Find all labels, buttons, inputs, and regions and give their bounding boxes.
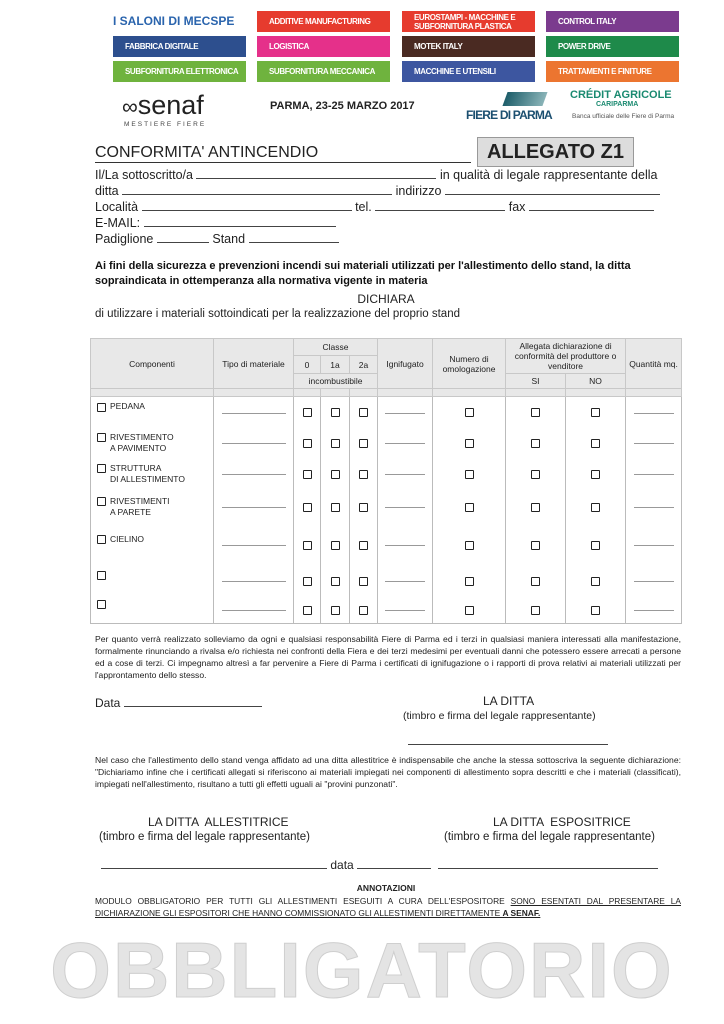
no-checkbox[interactable] [591, 541, 600, 550]
quantita-input[interactable] [634, 413, 674, 414]
quantita-input[interactable] [634, 474, 674, 475]
dichiara-heading: DICHIARA [357, 292, 415, 306]
materials-table [90, 338, 682, 624]
salon-tile: LOGISTICA [257, 36, 390, 57]
table-row [91, 565, 682, 597]
header-ignifugato: Ignifugato [378, 339, 433, 389]
stand-input[interactable] [249, 242, 339, 243]
class-2a-checkbox[interactable] [359, 503, 368, 512]
si-checkbox[interactable] [531, 606, 540, 615]
tipo-input[interactable] [222, 507, 286, 508]
salon-tile: EUROSTAMPI - MACCHINE E SUBFORNITURA PLASTICA [402, 11, 535, 32]
quantita-input[interactable] [634, 545, 674, 546]
si-checkbox[interactable] [531, 541, 540, 550]
si-checkbox[interactable] [531, 470, 540, 479]
table-row [91, 525, 682, 565]
allestitrice-signature[interactable] [101, 868, 327, 869]
component-label: PEDANA [110, 401, 145, 412]
component-label-2: DI ALLESTIMENTO [110, 473, 185, 484]
fax-input[interactable] [529, 210, 654, 211]
component-label-2 [97, 545, 110, 555]
quantita-input[interactable] [634, 610, 674, 611]
header-class-0: 0 [294, 356, 321, 374]
si-checkbox[interactable] [531, 577, 540, 586]
table-row [91, 397, 682, 428]
label-localita: Località [95, 200, 139, 214]
component-label-2 [97, 610, 110, 620]
class-0-checkbox[interactable] [303, 408, 312, 417]
class-1a-checkbox[interactable] [331, 503, 340, 512]
class-1a-checkbox[interactable] [331, 541, 340, 550]
localita-input[interactable] [142, 210, 352, 211]
header-numero: Numero di omologazione [433, 339, 506, 389]
fiere-logo-mark [502, 92, 547, 106]
si-checkbox[interactable] [531, 439, 540, 448]
header-allegata: Allegata dichiarazione di conformità del produttore o venditore [506, 339, 626, 374]
omologazione-checkbox[interactable] [465, 408, 474, 417]
quantita-input[interactable] [634, 443, 674, 444]
timbro-label: (timbro e firma del legale rappresentante) [403, 710, 596, 722]
obbligatorio-watermark: OBBLIGATORIO [50, 926, 674, 1014]
class-0-checkbox[interactable] [303, 470, 312, 479]
class-0-checkbox[interactable] [303, 439, 312, 448]
no-checkbox[interactable] [591, 606, 600, 615]
component-cell [91, 458, 214, 490]
tipo-input[interactable] [222, 474, 286, 475]
component-checkbox[interactable] [97, 535, 106, 544]
ignifugato-input[interactable] [385, 413, 425, 414]
class-2a-checkbox[interactable] [359, 577, 368, 586]
header-no: NO [566, 374, 626, 389]
omologazione-checkbox[interactable] [465, 470, 474, 479]
class-1a-checkbox[interactable] [331, 470, 340, 479]
component-cell [91, 428, 214, 458]
label-padiglione: Padiglione [95, 232, 154, 246]
espositrice-label: LA DITTA ESPOSITRICE [493, 815, 631, 829]
tipo-input[interactable] [222, 413, 286, 414]
quantita-input[interactable] [634, 507, 674, 508]
class-0-checkbox[interactable] [303, 541, 312, 550]
sottoscritto-input[interactable] [196, 178, 436, 179]
header-tipo: Tipo di materiale [214, 339, 294, 389]
allestitrice-note: Nel caso che l'allestimento dello stand venga affidato ad una ditta allestitrice è indispensabile che anche la stessa sottoscriva la seguente dichiarazione: "Dichiariamo infine che i certificati allegati si riferiscono ai materiali impiegati nei componenti di allestimento sopra descritti e che i materiali (classificati), impiegati nell'allestimento, risultano a tutti gli effetti uguali ai "provini punzonati". [95, 755, 681, 789]
mecspe-brand: I SALONI DI MECSPE [113, 14, 235, 28]
label-ditta: ditta [95, 184, 119, 198]
tel-input[interactable] [375, 210, 505, 211]
component-cell [91, 565, 214, 597]
class-0-checkbox[interactable] [303, 606, 312, 615]
header-si: SI [506, 374, 566, 389]
cariparma-text: CARIPARMA [596, 101, 639, 108]
label-data: Data [95, 696, 121, 710]
header-classe: Classe [294, 339, 378, 356]
salon-tile: FABBRICA DIGITALE [113, 36, 246, 57]
email-input[interactable] [144, 226, 336, 227]
dichiara-subtitle: di utilizzare i materiali sottoindicati per la realizzazione del proprio stand [95, 308, 460, 320]
component-cell [91, 597, 214, 624]
component-cell [91, 397, 214, 428]
ignifugato-input[interactable] [385, 474, 425, 475]
component-cell [91, 490, 214, 525]
component-checkbox[interactable] [97, 497, 106, 506]
component-checkbox[interactable] [97, 403, 106, 412]
no-checkbox[interactable] [591, 503, 600, 512]
label-indirizzo: indirizzo [395, 184, 442, 198]
page-title: CONFORMITA' ANTINCENDIO [95, 144, 471, 163]
label-tel: tel. [355, 200, 372, 214]
senaf-logo: ∞senaf [122, 90, 204, 120]
component-label: RIVESTIMENTI [110, 496, 170, 506]
component-checkbox[interactable] [97, 433, 106, 442]
table-row [91, 428, 682, 458]
header-incombustibile: incombustibile [294, 374, 378, 389]
component-label-2 [97, 412, 110, 422]
component-label-2: A PAVIMENTO [110, 442, 167, 453]
la-ditta-label: LA DITTA [483, 694, 535, 708]
label-qualita: in qualità di legale rappresentante della [439, 168, 658, 182]
header-componenti: Componenti [91, 339, 214, 389]
allegato-badge: ALLEGATO Z1 [477, 137, 634, 167]
ignifugato-input[interactable] [385, 545, 425, 546]
class-2a-checkbox[interactable] [359, 439, 368, 448]
class-2a-checkbox[interactable] [359, 606, 368, 615]
class-0-checkbox[interactable] [303, 577, 312, 586]
allestitrice-timbro: (timbro e firma del legale rappresentante) [99, 831, 310, 843]
ann-part-1: MODULO OBBLIGATORIO PER TUTTI GLI ALLESTIMENTI ESEGUITI A CURA DELL'ESPOSITORE [95, 896, 511, 906]
no-checkbox[interactable] [591, 439, 600, 448]
salon-tile: SUBFORNITURA ELETTRONICA [113, 61, 246, 82]
table-row [91, 597, 682, 624]
si-checkbox[interactable] [531, 408, 540, 417]
class-0-checkbox[interactable] [303, 503, 312, 512]
fiere-di-parma-logo: FIERE DI PARMA [466, 108, 552, 122]
label-sottoscritto: Il/La sottoscritto/a [95, 168, 193, 182]
label-stand: Stand [212, 232, 246, 246]
ignifugato-input[interactable] [385, 507, 425, 508]
salon-tile: SUBFORNITURA MECCANICA [257, 61, 390, 82]
senaf-text: senaf [137, 90, 204, 120]
omologazione-checkbox[interactable] [465, 606, 474, 615]
banca-tagline: Banca ufficiale delle Fiere di Parma [572, 113, 675, 120]
class-2a-checkbox[interactable] [359, 470, 368, 479]
salon-tile: MOTEK ITALY [402, 36, 535, 57]
label-fax: fax [508, 200, 526, 214]
header-class-2a: 2a [350, 356, 378, 374]
ditta-input[interactable] [122, 194, 392, 195]
class-2a-checkbox[interactable] [359, 541, 368, 550]
class-2a-checkbox[interactable] [359, 408, 368, 417]
data-small-input[interactable] [357, 868, 431, 869]
class-1a-checkbox[interactable] [331, 577, 340, 586]
component-checkbox[interactable] [97, 571, 106, 580]
label-email: E-MAIL: [95, 216, 141, 230]
indirizzo-input[interactable] [445, 194, 660, 195]
table-row [91, 458, 682, 490]
ditta-signature-line[interactable] [408, 744, 608, 745]
form-fields [95, 167, 685, 247]
quantita-input[interactable] [634, 581, 674, 582]
component-label: STRUTTURA [110, 462, 162, 473]
espositrice-timbro: (timbro e firma del legale rappresentante) [444, 831, 655, 843]
label-data-small: data [330, 858, 354, 872]
ann-part-2: SONO ESENTATI DAL PRESENTARE LA DICHIARAZIONE GLI ESPOSITORI CHE HANNO COMMISSIONATO GLI ALLESTIMENTI DIRETTAMENTE [95, 896, 682, 918]
ignifugato-input[interactable] [385, 610, 425, 611]
salon-tile: ADDITIVE MANUFACTURING [257, 11, 390, 32]
component-label: RIVESTIMENTO [110, 431, 174, 442]
salon-tile: MACCHINE E UTENSILI [402, 61, 535, 82]
component-checkbox[interactable] [97, 464, 106, 473]
header-class-1a: 1a [321, 356, 350, 374]
allestitrice-label: LA DITTA ALLESTITRICE [148, 815, 289, 829]
si-checkbox[interactable] [531, 503, 540, 512]
class-1a-checkbox[interactable] [331, 606, 340, 615]
padiglione-input[interactable] [157, 242, 209, 243]
omologazione-checkbox[interactable] [465, 439, 474, 448]
tipo-input[interactable] [222, 581, 286, 582]
component-label-2: A PARETE [110, 507, 151, 517]
component-checkbox[interactable] [97, 600, 106, 609]
data-input[interactable] [124, 706, 262, 707]
header-quantita: Quantità mq. [626, 339, 682, 389]
salon-tile: TRATTAMENTI E FINITURE [546, 61, 679, 82]
disclaimer-text: Per quanto verrà realizzato solleviamo da ogni e qualsiasi responsabilità Fiere di Parma ed i terzi in qualsiasi maniera interessati alla manifestazione, formalmente rinunciando a rivalsa e/o richiesta nei confronti della Fiera e dei terzi medesimi per eventuali danni che potessero essere arrecati a persone ed a cose di terzi. Ci impegnamo altresì a far pervenire a Fiere di Parma i certificati di ignifugazione o i rapporti di prova relativi ai materiali utilizzati per l'approntamento dello stesso. [95, 634, 681, 680]
senaf-subtitle: MESTIERE FIERE [124, 121, 207, 128]
salon-tile: CONTROL ITALY [546, 11, 679, 32]
ignifugato-input[interactable] [385, 581, 425, 582]
credit-agricole-logo: CRÉDIT AGRICOLE [570, 89, 672, 101]
signature-row [101, 858, 658, 872]
table-row [91, 490, 682, 525]
espositrice-signature[interactable] [438, 868, 658, 869]
omologazione-checkbox[interactable] [465, 577, 474, 586]
no-checkbox[interactable] [591, 408, 600, 417]
intro-text: Ai fini della sicurezza e prevenzioni incendi sui materiali utilizzati per l'allestimento dello stand, la ditta sopraindicata in ottemperanza alla normativa vigente in materia [95, 260, 631, 287]
tipo-input[interactable] [222, 443, 286, 444]
class-1a-checkbox[interactable] [331, 408, 340, 417]
annotazioni-text [95, 895, 681, 919]
no-checkbox[interactable] [591, 470, 600, 479]
component-label: CIELINO [110, 533, 145, 544]
class-1a-checkbox[interactable] [331, 439, 340, 448]
component-label-2 [97, 581, 110, 591]
omologazione-checkbox[interactable] [465, 541, 474, 550]
ignifugato-input[interactable] [385, 443, 425, 444]
event-date: PARMA, 23-25 MARZO 2017 [270, 100, 415, 112]
tipo-input[interactable] [222, 545, 286, 546]
omologazione-checkbox[interactable] [465, 503, 474, 512]
salon-tile: POWER DRIVE [546, 36, 679, 57]
no-checkbox[interactable] [591, 577, 600, 586]
tipo-input[interactable] [222, 610, 286, 611]
date-field [95, 696, 262, 710]
annotazioni-heading: ANNOTAZIONI [356, 883, 416, 893]
ann-part-3: A SENAF. [502, 908, 541, 918]
component-cell [91, 525, 214, 565]
